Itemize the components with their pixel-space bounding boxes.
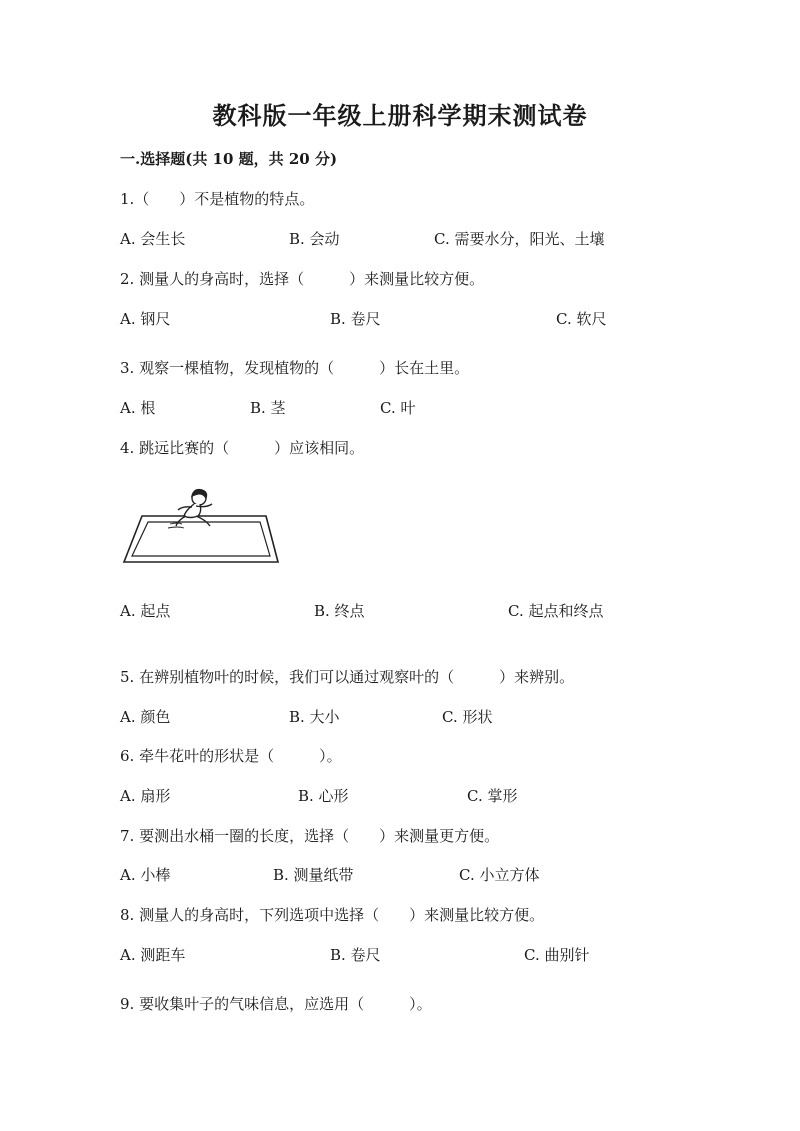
question-5-option-c: C. 形状: [442, 708, 493, 726]
question-6-option-c: C. 掌形: [467, 787, 518, 805]
question-6-text: 6. 牵牛花叶的形状是（ ）。: [120, 747, 342, 765]
question-1-text: 1.（ ）不是植物的特点。: [120, 190, 315, 208]
question-2-option-c: C. 软尺: [556, 310, 607, 328]
question-1-option-a: A. 会生长: [120, 230, 186, 248]
question-2-text: 2. 测量人的身高时，选择（ ）来测量比较方便。: [120, 270, 485, 288]
question-3-text: 3. 观察一棵植物，发现植物的（ ）长在土里。: [120, 359, 470, 377]
long-jump-illustration: [120, 486, 280, 566]
question-7-option-c: C. 小立方体: [459, 866, 540, 884]
sand-pit-inner: [132, 522, 270, 556]
question-9-text: 9. 要收集叶子的气味信息，应选用（ ）。: [120, 995, 432, 1013]
question-8-option-c: C. 曲别针: [524, 946, 590, 964]
question-5-option-b: B. 大小: [289, 708, 340, 726]
question-4-option-c: C. 起点和终点: [508, 602, 604, 620]
question-4-text: 4. 跳远比赛的（ ）应该相同。: [120, 439, 365, 457]
question-4-option-a: A. 起点: [120, 602, 171, 620]
question-7-option-a: A. 小棒: [120, 866, 171, 884]
question-8-text: 8. 测量人的身高时，下列选项中选择（ ）来测量比较方便。: [120, 906, 545, 924]
question-6-option-b: B. 心形: [298, 787, 349, 805]
question-3-option-c: C. 叶: [380, 399, 416, 417]
question-2-option-b: B. 卷尺: [330, 310, 381, 328]
question-7-option-b: B. 测量纸带: [273, 866, 354, 884]
question-1-option-b: B. 会动: [289, 230, 340, 248]
question-3-option-b: B. 茎: [250, 399, 286, 417]
question-7-text: 7. 要测出水桶一圈的长度，选择（ ）来测量更方便。: [120, 827, 500, 845]
question-4-option-b: B. 终点: [314, 602, 365, 620]
question-5-text: 5. 在辨别植物叶的时候，我们可以通过观察叶的（ ）来辨别。: [120, 668, 575, 686]
page-title: 教科版一年级上册科学期末测试卷: [212, 101, 588, 130]
question-8-option-a: A. 测距车: [120, 946, 186, 964]
question-3-option-a: A. 根: [120, 399, 156, 417]
question-8-option-b: B. 卷尺: [330, 946, 381, 964]
question-1-option-c: C. 需要水分，阳光、土壤: [434, 230, 605, 248]
question-6-option-a: A. 扇形: [120, 787, 171, 805]
question-5-option-a: A. 颜色: [120, 708, 171, 726]
section-heading: 一.选择题(共 10 题，共 20 分): [120, 150, 338, 168]
question-2-option-a: A. 钢尺: [120, 310, 171, 328]
